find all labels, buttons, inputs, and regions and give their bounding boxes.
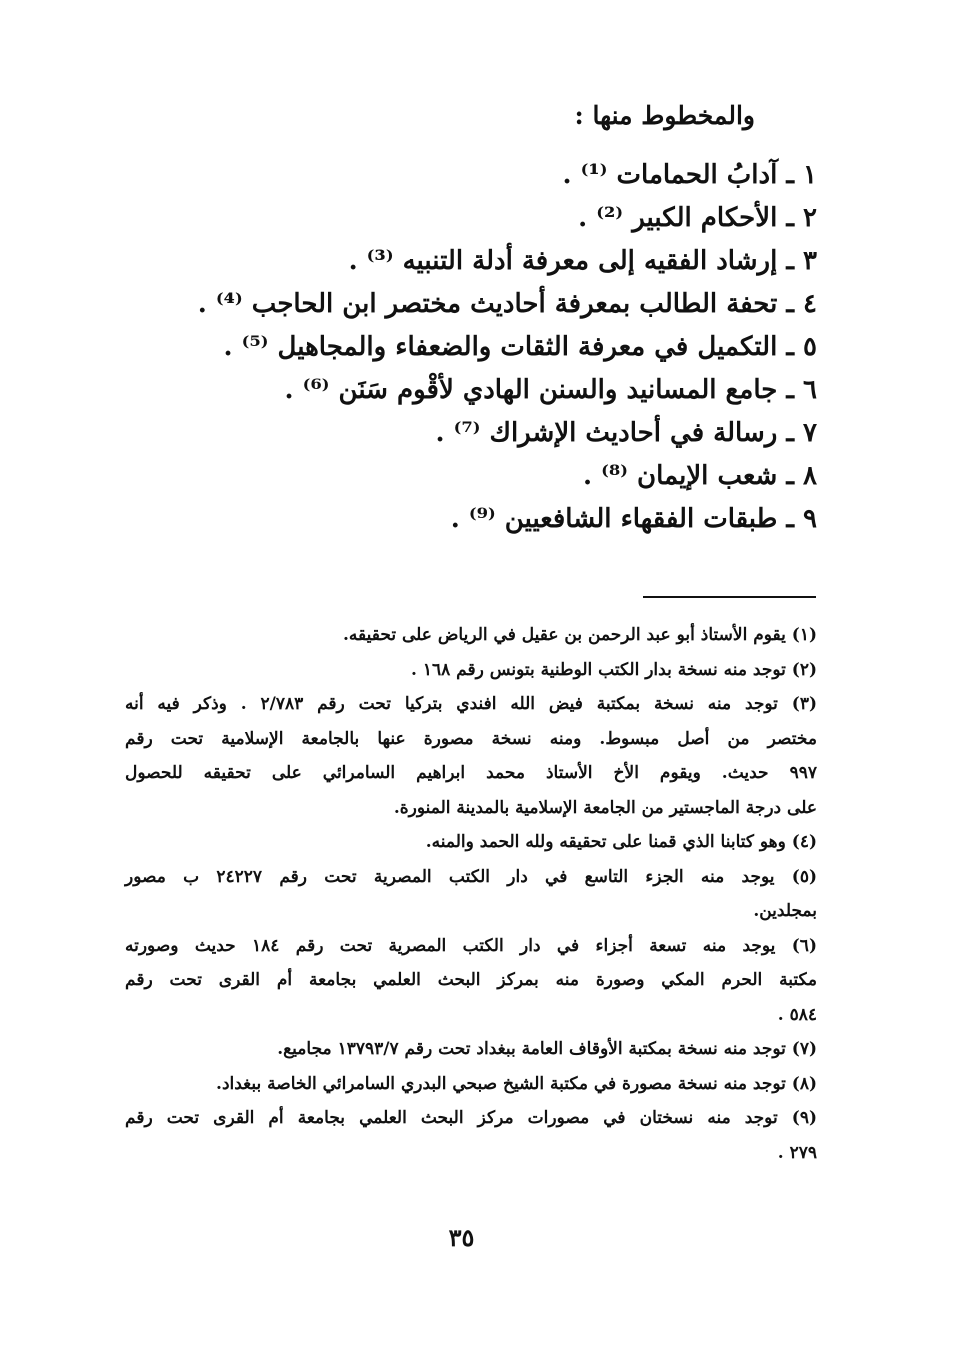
manuscript-item-2: ٢ ـ الأحكام الكبير ⁽²⁾ .	[578, 203, 817, 233]
footnote-line: مكتبة الحرم المكي وصورة منه بمركز البحث العلمي بجامعة أم القرى تحت رقم	[125, 970, 817, 990]
manuscript-item-6: ٦ ـ جامع المسانيد والسنن الهادي لأقْوم سَنَن ⁽⁶⁾ .	[284, 375, 817, 405]
page-number: ٣٥	[448, 1223, 475, 1252]
footnote-line: (٢) توجد منه نسخة بدار الكتب الوطنية بتونس رقم ١٦٨ .	[410, 659, 817, 680]
footnote-line: (٩) توجد منه نسختان في مصورات مركز البحث العلمي بجامعة أم القرى تحت رقم	[125, 1108, 817, 1128]
footnote-line: (٧) توجد منه نسخة بمكتبة الأوقاف العامة ببغداد تحت رقم ١٣٧٩٣/٧ مجاميع.	[277, 1039, 817, 1059]
manuscript-item-5: ٥ ـ التكميل في معرفة الثقات والضعفاء والمجاهيل ⁽⁵⁾ .	[223, 332, 817, 362]
footnote-line: (١) يقوم الأستاذ أبو عبد الرحمن بن عقيل في الرياض على تحقيقه.	[343, 625, 817, 645]
manuscript-item-9: ٩ ـ طبقات الفقهاء الشافعيين ⁽⁹⁾ .	[450, 504, 817, 534]
footnote-line: ٩٩٧ حديث. ويقوم الأخ الأستاذ محمد ابراهيم السامرائي على تحقيقه للحصول	[125, 763, 817, 783]
footnote-line: ٥٨٤ .	[777, 1004, 817, 1025]
footnote-line: (٦) يوجد منه تسعة أجزاء في دار الكتب المصرية تحت رقم ١٨٤ حديث وصورته	[125, 935, 817, 956]
manuscript-item-7: ٧ ـ رسالة في أحاديث الإشراك ⁽⁷⁾ .	[435, 418, 817, 448]
footnote-line: (٥) يوجد منه الجزء التاسع في دار الكتب المصرية تحت رقم ٢٤٢٢٧ ب مصور	[125, 866, 817, 887]
footnote-separator	[643, 596, 816, 598]
footnote-line: ٢٧٩ .	[777, 1142, 817, 1163]
footnote-line: على درجة الماجستير من الجامعة الإسلامية بالمدينة المنورة.	[393, 797, 817, 818]
footnote-line: (٨) توجد منه نسخة مصورة في مكتبة الشيخ صبحي البدري السامرائي الخاصة ببغداد.	[216, 1073, 817, 1094]
footnote-line: (٤) وهو كتابنا الذي قمنا على تحقيقه ولله الحمد والمنه.	[425, 832, 817, 852]
manuscript-item-3: ٣ ـ إرشاد الفقيه إلى معرفة أدلة التنبيه ⁽³⁾ .	[348, 246, 817, 276]
manuscript-item-1: ١ ـ آدابُ الحمامات ⁽¹⁾ .	[562, 160, 817, 190]
footnotes	[125, 618, 817, 1170]
manuscript-item-8: ٨ ـ شعب الإيمان ⁽⁸⁾ .	[583, 461, 817, 491]
manuscript-item-4: ٤ ـ تحفة الطالب بمعرفة أحاديث مختصر ابن الحاجب ⁽⁴⁾ .	[197, 289, 817, 319]
section-heading: والمخطوط منها :	[574, 101, 755, 130]
footnote-line: بمجلدين.	[753, 901, 817, 921]
footnote-line: مختصر من أصل مبسوط. ومنه نسخة مصورة عنها بالجامعة الإسلامية تحت رقم	[125, 728, 817, 749]
footnote-line: (٣) توجد منه نسخة بمكتبة فيض الله افندي بتركيا تحت رقم ٢/٧٨٣ . وذكر فيه أنه	[125, 694, 817, 714]
manuscripts-list	[198, 154, 817, 541]
